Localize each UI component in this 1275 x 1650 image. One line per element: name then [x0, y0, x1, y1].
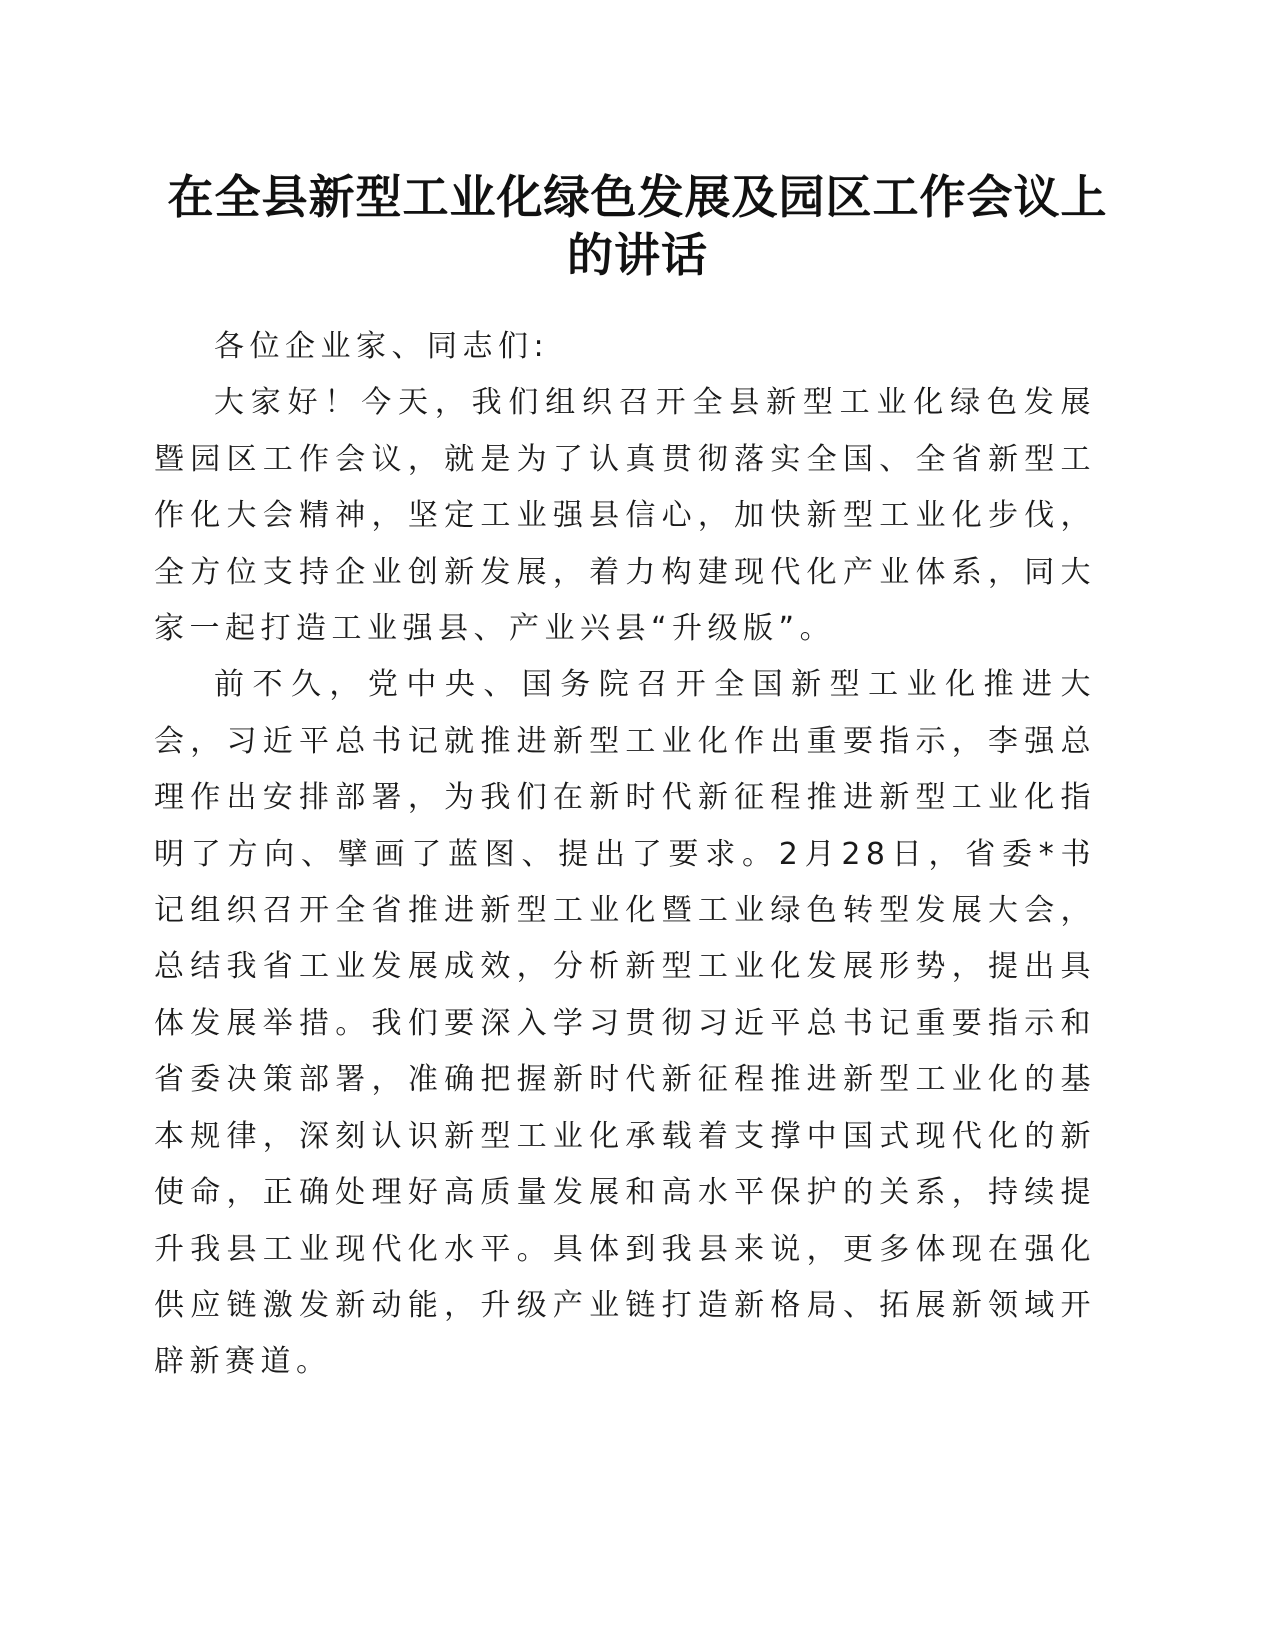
body-paragraph-1: 大家好！今天，我们组织召开全县新型工业化绿色发展暨园区工作会议，就是为了认真贯彻落实全国、全省新型工作化大会精神，坚定工业强县信心，加快新型工业化步伐，全方位支持企业创新发展，着力构建现代化产业体系，同大家一起打造工业强县、产业兴县“升级版”。: [154, 385, 1096, 647]
title-line-2: 的讲话: [567, 228, 708, 282]
document-title: [150, 168, 1125, 284]
body-paragraph-2: 前不久，党中央、国务院召开全国新型工业化推进大会，习近平总书记就推进新型工业化作出重要指示，李强总理作出安排部署，为我们在新时代新征程推进新型工业化指明了方向、擘画了蓝图、提出了要求。2月28日，省委*书记组织召开全省推进新型工业化暨工业绿色转型发展大会，总结我省工业发展成效，分析新型工业化发展形势，提出具体发展举措。我们要深入学习贯彻习近平总书记重要指示和省委决策部署，准确把握新时代新征程推进新型工业化的基本规律，深刻认识新型工业化承载着支撑中国式现代化的新使命，正确处理好高质量发展和高水平保护的关系，持续提升我县工业现代化水平。具体到我县来说，更多体现在强化供应链激发新动能，升级产业链打造新格局、拓展新领域开辟新赛道。: [154, 667, 1096, 1380]
title-line-1: 在全县新型工业化绿色发展及园区工作会议上: [167, 170, 1108, 224]
salutation-paragraph: 各位企业家、同志们:: [214, 329, 550, 364]
document-body: [154, 319, 1096, 1391]
